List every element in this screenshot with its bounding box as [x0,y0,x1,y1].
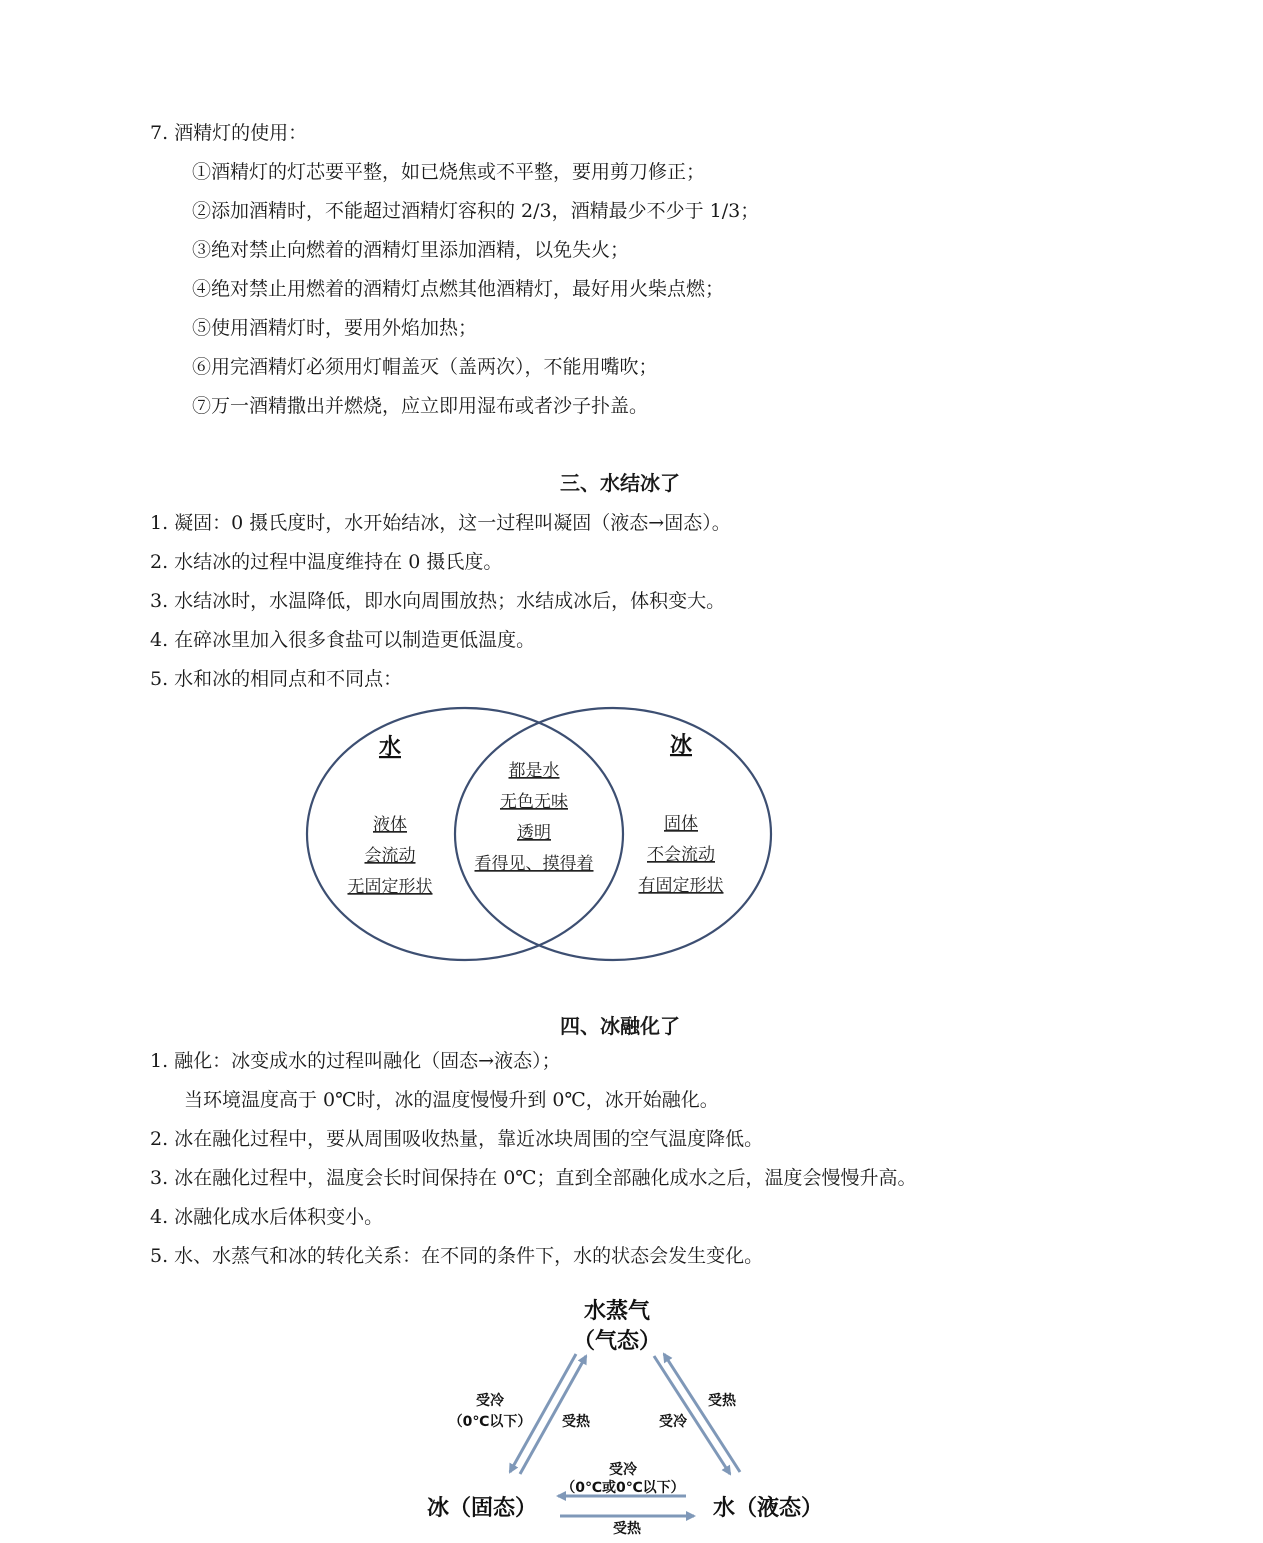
section7-item-5: ⑤使用酒精灯时，要用外焰加热； [192,317,478,339]
venn-right-item-1: 固体 [664,814,698,834]
cycle-left-outer-2: （0℃以下） [448,1414,532,1430]
section4-item-1: 1. 融化：冰变成水的过程叫融化（固态→液态）； [150,1050,561,1072]
section7-item-7: ⑦万一酒精撒出并燃烧，应立即用湿布或者沙子扑盖。 [192,395,649,417]
cycle-bottom-bottom: 受热 [613,1521,641,1537]
section3-item-3: 3. 水结冰时，水温降低，即水向周围放热；水结成冰后，体积变大。 [150,590,726,612]
state-cycle-diagram [410,1288,850,1543]
cycle-left-label: 冰（固态） [426,1496,538,1521]
cycle-right-label: 水（液态） [712,1496,824,1521]
section7-item-1: ①酒精灯的灯芯要平整，如已烧焦或不平整，要用剪刀修正； [192,161,706,183]
venn-left-item-1: 液体 [373,815,407,835]
venn-right-item-2: 不会流动 [647,845,715,865]
venn-circle-water [307,708,623,960]
venn-circle-ice [455,708,771,960]
section4-item-1-detail: 当环境温度高于 0℃时，冰的温度慢慢升到 0℃，冰开始融化。 [184,1089,719,1111]
section3-heading: 三、水结冰了 [560,471,680,495]
cycle-right-inner: 受冷 [659,1414,687,1430]
section4-item-4: 4. 冰融化成水后体积变小。 [150,1206,384,1228]
section4-item-3: 3. 冰在融化过程中，温度会长时间保持在 0℃；直到全部融化成水之后，温度会慢慢升高。 [150,1167,917,1189]
venn-right-item-3: 有固定形状 [638,876,724,896]
section3-item-1: 1. 凝固：0 摄氏度时，水开始结冰，这一过程叫凝固（液态→固态）。 [150,512,731,534]
section4-item-2: 2. 冰在融化过程中，要从周围吸收热量，靠近冰块周围的空气温度降低。 [150,1128,764,1150]
section7-item-4: ④绝对禁止用燃着的酒精灯点燃其他酒精灯，最好用火柴点燃； [192,278,725,300]
venn-middle-item-4: 看得见、摸得着 [474,854,594,874]
section7-title: 7. 酒精灯的使用： [150,122,308,144]
cycle-left-inner: 受热 [562,1414,590,1430]
section4-heading: 四、冰融化了 [560,1014,680,1038]
section7-item-3: ③绝对禁止向燃着的酒精灯里添加酒精，以免失火； [192,239,630,261]
cycle-left-outer-1: 受冷 [476,1393,504,1409]
venn-middle-item-3: 透明 [517,823,551,843]
cycle-top-sub: （气态） [572,1329,662,1354]
venn-right-title: 冰 [669,733,693,758]
section4-item-5: 5. 水、水蒸气和冰的转化关系：在不同的条件下，水的状态会发生变化。 [150,1245,764,1267]
venn-diagram [300,700,780,970]
venn-middle-item-2: 无色无味 [500,792,568,812]
venn-left-item-3: 无固定形状 [347,877,433,897]
section7-item-2: ②添加酒精时，不能超过酒精灯容积的 2/3，酒精最少不少于 1/3； [192,200,760,222]
cycle-right-outer: 受热 [708,1393,736,1409]
cycle-top-label: 水蒸气 [583,1299,651,1324]
section3-item-5: 5. 水和冰的相同点和不同点： [150,668,403,690]
cycle-bottom-top-2: （0℃或0℃以下） [561,1480,685,1496]
arrow-vapor-to-ice [510,1354,576,1472]
venn-left-title: 水 [378,735,402,760]
cycle-bottom-top-1: 受冷 [609,1462,637,1478]
section3-item-2: 2. 水结冰的过程中温度维持在 0 摄氏度。 [150,551,503,573]
section7-item-6: ⑥用完酒精灯必须用灯帽盖灭（盖两次），不能用嘴吹； [192,356,658,378]
venn-left-item-2: 会流动 [364,846,416,866]
section3-item-4: 4. 在碎冰里加入很多食盐可以制造更低温度。 [150,629,536,651]
venn-middle-item-1: 都是水 [508,761,560,781]
arrow-water-to-vapor [664,1354,740,1472]
